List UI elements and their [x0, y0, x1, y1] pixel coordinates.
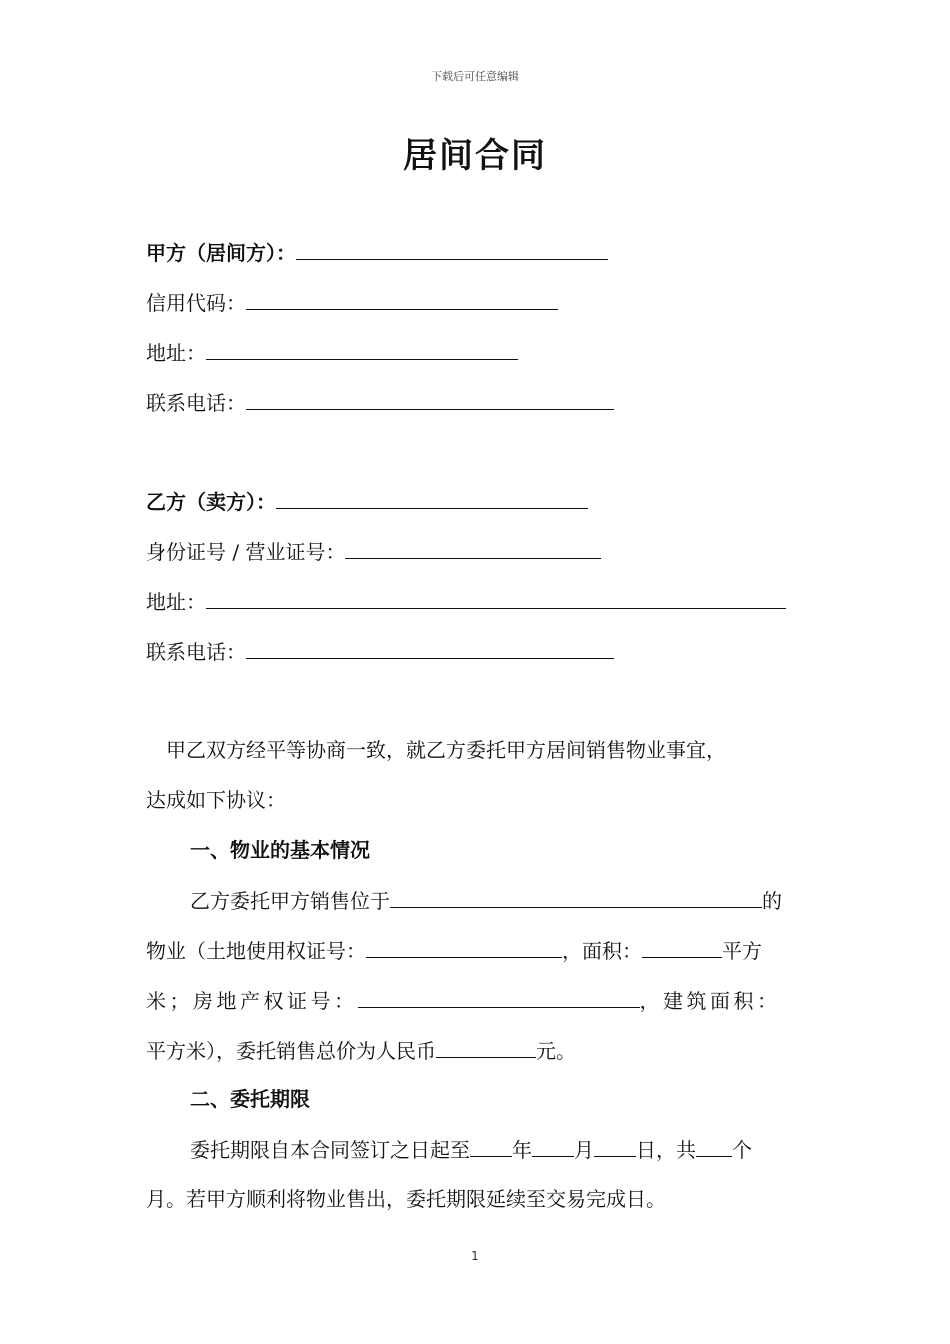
- party-a-address-label: 地址：: [146, 341, 206, 365]
- sqm-text: 平方: [722, 939, 762, 963]
- unit-text: 个: [732, 1138, 752, 1162]
- land-cert-blank[interactable]: [366, 935, 562, 958]
- area-label: ，面积：: [562, 939, 642, 963]
- section-2-line-2: 月。若甲方顺利将物业售出，委托期限延续至交易完成日。: [146, 1187, 666, 1211]
- party-a-phone-blank[interactable]: [246, 387, 614, 410]
- party-a-phone-row: [146, 387, 614, 418]
- party-b-phone-label: 联系电话：: [146, 640, 246, 664]
- total-price-label: 平方米），委托销售总价为人民币: [146, 1039, 436, 1063]
- party-a-credit-code-row: [146, 287, 558, 318]
- term-day-blank[interactable]: [594, 1134, 636, 1157]
- party-b-address-label: 地址：: [146, 590, 206, 614]
- party-a-row: [146, 237, 608, 268]
- section-1-line-4: [146, 1035, 576, 1066]
- land-cert-label: 物业（土地使用权证号：: [146, 939, 366, 963]
- month-text: 月: [574, 1138, 594, 1162]
- party-a-label: 甲方（居间方）：: [146, 241, 296, 265]
- header-note: 下载后可任意编辑: [431, 70, 519, 83]
- party-a-credit-code-blank[interactable]: [246, 287, 558, 310]
- intro-line-1: 甲乙双方经平等协商一致，就乙方委托甲方居间销售物业事宜，: [166, 738, 726, 762]
- section-2-heading: 二、委托期限: [190, 1087, 310, 1111]
- party-b-phone-blank[interactable]: [246, 636, 614, 659]
- total-price-blank[interactable]: [436, 1035, 536, 1058]
- party-a-credit-code-label: 信用代码：: [146, 291, 246, 315]
- building-area-label: ，建筑面积：: [639, 989, 781, 1013]
- party-b-id-row: [146, 536, 601, 567]
- party-b-row: [146, 486, 588, 517]
- party-b-name-blank[interactable]: [276, 486, 588, 509]
- party-b-phone-row: [146, 636, 614, 667]
- party-b-address-blank[interactable]: [206, 586, 786, 609]
- term-months-blank[interactable]: [696, 1134, 732, 1157]
- section-2-line-1: [190, 1134, 752, 1165]
- section-1-heading: 一、物业的基本情况: [190, 838, 370, 862]
- yuan-text: 元。: [536, 1039, 576, 1063]
- year-text: 年: [512, 1138, 532, 1162]
- document-title: 居间合同: [403, 136, 547, 176]
- property-location-blank[interactable]: [390, 885, 762, 908]
- day-text: 日，共: [636, 1138, 696, 1162]
- party-b-id-label: 身份证号 / 营业证号：: [146, 540, 346, 564]
- property-cert-label: 米；房地产权证号：: [146, 989, 358, 1013]
- party-a-address-blank[interactable]: [206, 337, 518, 360]
- party-a-phone-label: 联系电话：: [146, 391, 246, 415]
- term-month-blank[interactable]: [532, 1134, 574, 1157]
- section-1-line-3: [146, 985, 781, 1016]
- term-year-blank[interactable]: [470, 1134, 512, 1157]
- term-label: 委托期限自本合同签订之日起至: [190, 1138, 470, 1162]
- section-1-line-2: [146, 935, 762, 966]
- section-1-location-label: 乙方委托甲方销售位于: [190, 889, 390, 913]
- party-b-address-row: [146, 586, 786, 617]
- party-b-label: 乙方（卖方）：: [146, 490, 276, 514]
- intro-line-2: 达成如下协议：: [146, 788, 286, 812]
- property-cert-blank[interactable]: [358, 985, 640, 1008]
- party-a-name-blank[interactable]: [296, 237, 608, 260]
- area-blank[interactable]: [642, 935, 722, 958]
- page-number: 1: [471, 1249, 479, 1263]
- party-b-id-blank[interactable]: [345, 536, 601, 559]
- section-1-line-1: [190, 885, 782, 916]
- section-1-of-text: 的: [762, 889, 782, 913]
- party-a-address-row: [146, 337, 518, 368]
